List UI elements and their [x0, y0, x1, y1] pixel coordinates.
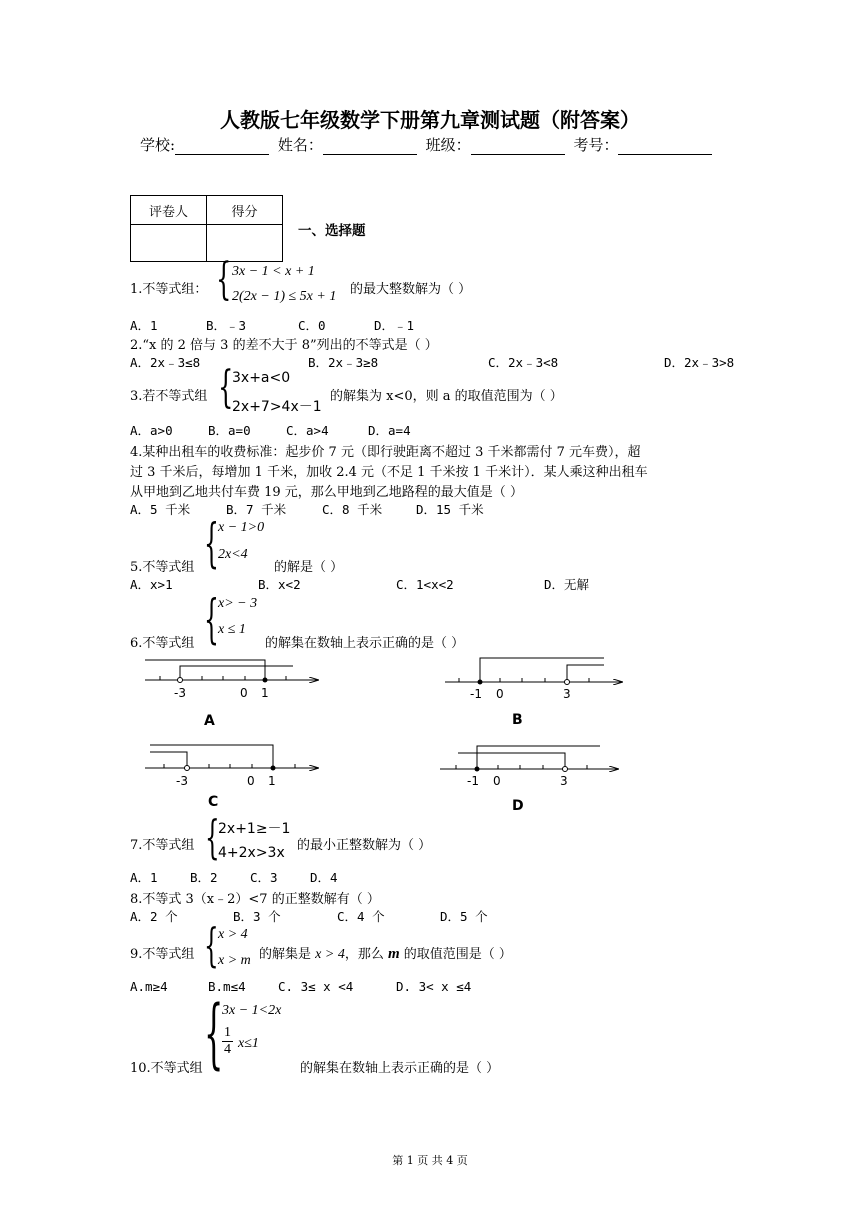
q5-prefix: 5.不等式组 [130, 560, 195, 575]
section-heading: 一、选择题 [298, 223, 366, 239]
q9-mid: 的解集是 [259, 947, 312, 962]
q7-option-a[interactable]: A．1 [130, 870, 158, 885]
q9-prefix: 9.不等式组 [130, 947, 195, 962]
fig-a-tick-2: 0 [240, 686, 248, 700]
score-header: 得分 [207, 196, 283, 225]
fig-c-tick-1: -3 [176, 774, 188, 788]
q5-line1: x − 1>0 [218, 520, 265, 535]
q7-option-b[interactable]: B．2 [190, 870, 218, 885]
q4-option-b[interactable]: B．7 千米 [226, 502, 287, 517]
fig-a-label: A [204, 713, 215, 729]
q6-prefix: 6.不等式组 [130, 636, 195, 651]
q8-options [130, 907, 488, 925]
q6-figure-a[interactable] [145, 660, 318, 729]
q8-option-c[interactable]: C．4 个 [337, 909, 385, 924]
q1-prefix: 1.不等式组： [130, 282, 208, 297]
q8-text: 8.不等式 3（x﹣2）<7 的正整数解有（ ） [130, 892, 380, 907]
q4-line3: 从甲地到乙地共付车费 19 元，那么甲地到乙地路程的最大值是（ ） [130, 485, 523, 500]
fig-d-tick-3: 3 [560, 774, 568, 788]
q2-option-b[interactable]: B．2x﹣3≥8 [308, 355, 379, 370]
q9-option-a[interactable]: A.m≥4 [130, 979, 168, 994]
fig-c-label: C [208, 794, 219, 810]
q5-option-d[interactable]: D．无解 [544, 577, 590, 592]
fig-d-tick-1: -1 [467, 774, 479, 788]
fig-b-tick-3: 3 [563, 687, 571, 701]
q10-fraction [222, 1025, 233, 1058]
q6-line2: x ≤ 1 [218, 622, 246, 637]
q1-brace: { [216, 254, 232, 305]
page-footer: 第 1 页 共 4 页 [392, 1154, 468, 1167]
q4-option-c[interactable]: C．8 千米 [322, 502, 383, 517]
fig-c-tick-3: 1 [268, 774, 276, 788]
q9-suffix: 的取值范围是（ ） [403, 947, 512, 962]
q5-option-c[interactable]: C．1<x<2 [396, 577, 454, 592]
fig-b-tick-2: 0 [496, 687, 504, 701]
q7-option-c[interactable]: C．3 [250, 870, 278, 885]
q6-line1: x> − 3 [218, 596, 258, 611]
q10-prefix: 10.不等式组 [130, 1061, 203, 1076]
q3-option-b[interactable]: B．a=0 [208, 423, 251, 438]
q6-figure-d[interactable] [440, 746, 618, 814]
q10-frac-den: 4 [224, 1042, 231, 1057]
q9-option-d[interactable]: D. 3< x ≤4 [396, 979, 472, 994]
q7-suffix: 的最小正整数解为（ ） [297, 838, 432, 853]
q4-line1: 4.某种出租车的收费标准：起步价 7 元（即行驶距离不超过 3 千米都需付 7 元车费），超 [130, 445, 641, 460]
q5-line2: 2x<4 [218, 547, 248, 562]
q9-brace: { [204, 918, 219, 972]
q10-brace: { [204, 988, 224, 1077]
q7-line2: 4+2x>3x [218, 845, 285, 861]
fig-c-tick-2: 0 [247, 774, 255, 788]
q1-option-c[interactable]: C．0 [298, 318, 326, 333]
q1-option-d[interactable]: D．﹣1 [374, 318, 415, 333]
q9-options [130, 979, 471, 994]
fig-d-label: D [512, 798, 524, 814]
q4-line2: 过 3 千米后，每增加 1 千米，加收 2.4 元（不足 1 千米按 1 千米计）．某人乘这种出租车 [130, 465, 648, 480]
q6-figure-b[interactable] [445, 658, 622, 728]
q9-mid2: ，那么 [344, 947, 384, 962]
q1-option-b[interactable]: B．﹣3 [206, 318, 247, 333]
q3-line2: 2x+7>4x－1 [232, 399, 322, 415]
q5-option-b[interactable]: B．x<2 [258, 577, 301, 592]
q2-text: 2.“x 的 2 倍与 3 的差不大于 8”列出的不等式是（ ） [130, 338, 438, 353]
school-label: 学校: [140, 136, 176, 154]
grader-header: 评卷人 [131, 196, 207, 225]
q5-brace: { [204, 514, 219, 574]
q2-option-d[interactable]: D．2x﹣3>8 [664, 355, 735, 370]
q10-line2: x≤1 [238, 1036, 259, 1051]
q8-option-b[interactable]: B．3 个 [233, 909, 281, 924]
q4-option-a[interactable]: A．5 千米 [130, 502, 191, 517]
q9-line2: x > m [218, 953, 251, 968]
number-label: 考号： [573, 136, 619, 154]
q9-m: m [387, 946, 400, 962]
q7-options [130, 868, 338, 886]
q3-line1: 3x+a<0 [232, 370, 291, 386]
q6-brace: { [204, 590, 219, 650]
fig-d-tick-2: 0 [493, 774, 501, 788]
q10-suffix: 的解集在数轴上表示正确的是（ ） [300, 1061, 500, 1076]
q9-option-b[interactable]: B.m≤4 [208, 979, 246, 994]
q5-option-a[interactable]: A．x>1 [130, 577, 173, 592]
q1-suffix: 的最大整数解为（ ） [350, 282, 472, 297]
fig-a-tick-3: 1 [261, 686, 269, 700]
q7-line1: 2x+1≥－1 [218, 821, 291, 837]
name-label: 姓名： [277, 136, 323, 154]
fig-a-tick-1: -3 [174, 686, 186, 700]
q1-option-a[interactable]: A．1 [130, 318, 158, 333]
q7-brace: { [205, 810, 220, 864]
q9-rest [259, 943, 512, 963]
q3-option-d[interactable]: D．a=4 [368, 423, 411, 438]
q9-line1: x > 4 [218, 927, 248, 942]
q7-prefix: 7.不等式组 [130, 838, 195, 853]
q3-prefix: 3.若不等式组 [130, 389, 208, 404]
q10-frac-num: 1 [224, 1025, 231, 1040]
class-label: 班级： [425, 136, 471, 154]
q6-figure-c[interactable] [145, 745, 318, 810]
q3-suffix: 的解集为 x<0，则 a 的取值范围为（ ） [330, 389, 563, 404]
q2-option-a[interactable]: A．2x﹣3≤8 [130, 355, 201, 370]
q8-option-d[interactable]: D．5 个 [440, 909, 488, 924]
fig-b-label: B [512, 712, 523, 728]
q9-option-c[interactable]: C. 3≤ x <4 [278, 979, 354, 994]
q3-option-a[interactable]: A．a>0 [130, 423, 173, 438]
page-title: 人教版七年级数学下册第九章测试题（附答案） [220, 108, 640, 132]
q6-suffix: 的解集在数轴上表示正确的是（ ） [265, 636, 465, 651]
q7-option-d[interactable]: D．4 [310, 870, 338, 885]
q2-option-c[interactable]: C．2x﹣3<8 [488, 355, 559, 370]
q3-option-c[interactable]: C．a>4 [286, 423, 329, 438]
q8-option-a[interactable]: A．2 个 [130, 909, 178, 924]
fig-b-tick-1: -1 [470, 687, 482, 701]
q3-brace: { [218, 362, 234, 413]
q10-line1: 3x − 1<2x [222, 1003, 282, 1018]
q9-condition: x > 4 [315, 947, 345, 962]
q4-option-d[interactable]: D．15 千米 [416, 502, 484, 517]
q1-line1: 3x − 1 < x + 1 [232, 264, 315, 279]
q5-suffix: 的解是（ ） [274, 560, 344, 575]
q1-line2: 2(2x − 1) ≤ 5x + 1 [232, 289, 337, 304]
